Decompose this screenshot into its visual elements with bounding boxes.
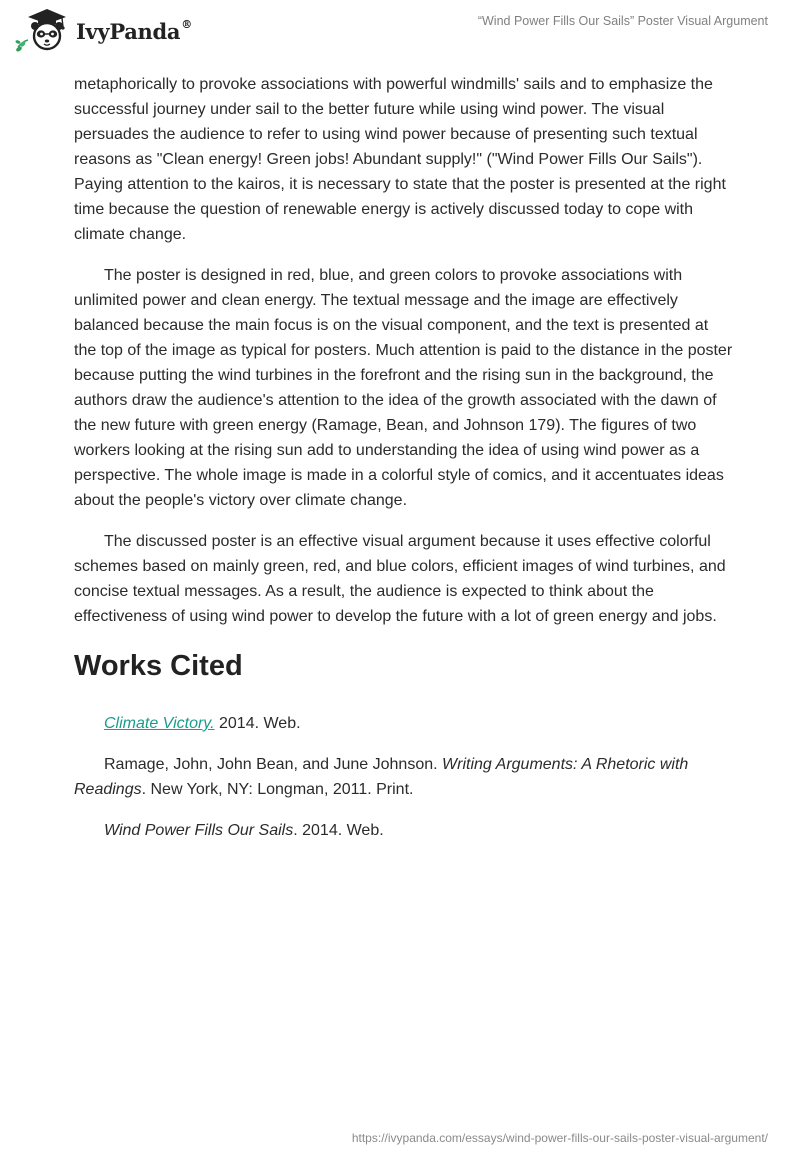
body-paragraph: metaphorically to provoke associations with powerful windmills' sails and to emphasize the successful journey under sail to the better future while using wind power. The visual persuades the audience to refer to using wind power because of presenting such textual reasons as "Clean energy! Green jobs! Abundant supply!" ("Wind Power Fills Our Sails"). Paying attention to the kairos, it is necessary to state that the poster is presented at the right time because the question of renewable energy is actively discussed today to cope with climate change. (74, 76, 726, 243)
logo-wordmark: IvyPanda® (76, 17, 192, 44)
citation-text: Ramage, John, John Bean, and June Johnson. (104, 756, 443, 773)
source-url: https://ivypanda.com/essays/wind-power-fills-our-sails-poster-visual-argument/ (351, 1131, 768, 1145)
panda-graduate-icon (14, 7, 76, 55)
body-paragraph: The discussed poster is an effective visual argument because it uses effective colorful schemes based on mainly green, red, and blue colors, efficient images of wind turbines, and concise textual messages. As a result, the audience is expected to think about the effectiveness of using wind power to develop the future with a lot of green energy and jobs. (74, 533, 726, 625)
citation-title: Writing Arguments: A Rhetoric with Readings (74, 756, 689, 798)
citation-text: 2014. Web. (214, 715, 301, 732)
ivypanda-logo[interactable] (14, 7, 194, 55)
citation-title: Wind Power Fills Our Sails (104, 822, 294, 839)
citation-text: . 2014. Web. (293, 822, 384, 839)
citation-link[interactable]: Climate Victory. (104, 715, 215, 732)
page-header (0, 0, 800, 70)
citation-entry (74, 818, 734, 843)
document-title: “Wind Power Fills Our Sails” Poster Visual Argument (477, 14, 768, 28)
essay-content (74, 72, 734, 859)
works-cited-heading: Works Cited (74, 650, 243, 682)
registered-mark: ® (181, 17, 192, 31)
citation-text: . New York, NY: Longman, 2011. Print. (141, 781, 414, 798)
citation-entry (74, 752, 734, 802)
citation-entry (74, 711, 734, 736)
body-paragraph: The poster is designed in red, blue, and green colors to provoke associations with unlimited power and clean energy. The textual message and the image are effectively balanced because the main focus is on the visual component, and the text is presented at the top of the image as typical for posters. Much attention is paid to the distance in the poster because putting the wind turbines in the forefront and the rising sun in the background, the authors draw the audience's attention to the idea of the growth associated with the dawn of the new future with green energy (Ramage, Bean, and Johnson 179). The figures of two workers looking at the rising sun add to understanding the idea of using wind power as a perspective. The whole image is made in a colorful style of comics, and it accentuates ideas about the people's victory over climate change. (74, 267, 733, 509)
